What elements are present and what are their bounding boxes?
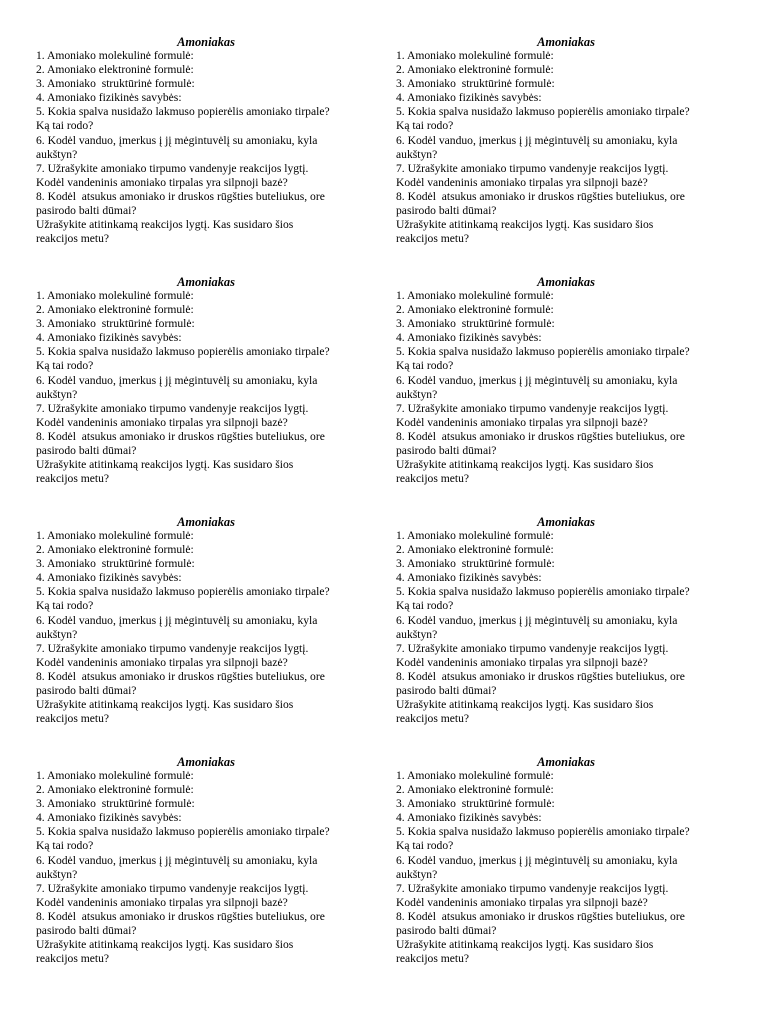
question-line: 7. Užrašykite amoniako tirpumo vandenyje reakcijos lygtį. [36,641,309,655]
worksheet-block [36,35,376,246]
question-line: 5. Kokia spalva nusidažo lakmuso popierėlis amoniako tirpale? [396,825,690,839]
worksheet-title: Amoniakas [177,275,235,289]
question-line: 8. Kodėl atsukus amoniako ir druskos rūgšties buteliukus, ore [36,909,325,923]
question-line: pasirodo balti dūmai? [36,204,137,218]
question-line: Kodėl vandeninis amoniako tirpalas yra silpnoji bazė? [36,655,288,669]
question-line: aukštyn? [36,867,78,881]
worksheet-block [396,35,736,246]
question-line: 2. Amoniako elektroninė formulė: [396,783,554,797]
question-line: 3. Amoniako struktūrinė formulė: [396,77,555,91]
question-line: aukštyn? [396,387,438,401]
question-line: 6. Kodėl vanduo, įmerkus į jį mėgintuvėlį su amoniaku, kyla [396,373,678,387]
question-line: 5. Kokia spalva nusidažo lakmuso popierėlis amoniako tirpale? [36,825,330,839]
question-line: pasirodo balti dūmai? [396,444,497,458]
question-line: 7. Užrašykite amoniako tirpumo vandenyje reakcijos lygtį. [396,881,669,895]
question-line: 8. Kodėl atsukus amoniako ir druskos rūgšties buteliukus, ore [36,189,325,203]
question-line: 1. Amoniako molekulinė formulė: [36,529,194,542]
question-line: aukštyn? [396,147,438,161]
question-line: pasirodo balti dūmai? [36,444,137,458]
worksheet-block [36,275,376,486]
worksheet-title: Amoniakas [177,755,235,769]
question-line: aukštyn? [36,627,78,641]
question-line: 5. Kokia spalva nusidažo lakmuso popierėlis amoniako tirpale? [36,585,330,599]
question-line: 4. Amoniako fizikinės savybės: [396,811,542,825]
question-line: 3. Amoniako struktūrinė formulė: [36,557,195,571]
question-line: Užrašykite atitinkamą reakcijos lygtį. Kas susidaro šios [396,938,654,952]
question-line: 7. Užrašykite amoniako tirpumo vandenyje reakcijos lygtį. [36,881,309,895]
question-line: Kodėl vandeninis amoniako tirpalas yra silpnoji bazė? [396,415,648,429]
question-line: Ką tai rodo? [36,359,94,373]
question-line: 7. Užrašykite amoniako tirpumo vandenyje reakcijos lygtį. [396,641,669,655]
question-line: Ką tai rodo? [36,599,94,613]
question-line: 2. Amoniako elektroninė formulė: [396,543,554,557]
question-line: 1. Amoniako molekulinė formulė: [396,769,554,782]
question-line: pasirodo balti dūmai? [36,924,137,938]
question-line: 1. Amoniako molekulinė formulė: [36,49,194,62]
question-line: 8. Kodėl atsukus amoniako ir druskos rūgšties buteliukus, ore [36,429,325,443]
question-line: 4. Amoniako fizikinės savybės: [396,571,542,585]
question-line: 2. Amoniako elektroninė formulė: [396,303,554,317]
question-line: 6. Kodėl vanduo, įmerkus į jį mėgintuvėlį su amoniaku, kyla [36,133,318,147]
question-line: 1. Amoniako molekulinė formulė: [396,49,554,62]
question-line: reakcijos metu? [396,712,470,726]
question-line: 6. Kodėl vanduo, įmerkus į jį mėgintuvėlį su amoniaku, kyla [396,133,678,147]
question-line: Kodėl vandeninis amoniako tirpalas yra silpnoji bazė? [396,175,648,189]
question-line: Užrašykite atitinkamą reakcijos lygtį. Kas susidaro šios [396,458,654,472]
worksheet-block [396,755,736,966]
question-line: Kodėl vandeninis amoniako tirpalas yra silpnoji bazė? [396,895,648,909]
question-line: 8. Kodėl atsukus amoniako ir druskos rūgšties buteliukus, ore [396,669,685,683]
question-line: reakcijos metu? [36,712,110,726]
question-line: 5. Kokia spalva nusidažo lakmuso popierėlis amoniako tirpale? [36,105,330,119]
question-line: 1. Amoniako molekulinė formulė: [396,529,554,542]
question-line: 6. Kodėl vanduo, įmerkus į jį mėgintuvėlį su amoniaku, kyla [36,853,318,867]
question-line: 5. Kokia spalva nusidažo lakmuso popierėlis amoniako tirpale? [36,345,330,359]
question-line: pasirodo balti dūmai? [396,924,497,938]
question-line: 4. Amoniako fizikinės savybės: [36,331,182,345]
worksheet-title: Amoniakas [537,515,595,529]
question-line: aukštyn? [396,867,438,881]
question-line: 8. Kodėl atsukus amoniako ir druskos rūgšties buteliukus, ore [396,909,685,923]
question-line: 8. Kodėl atsukus amoniako ir druskos rūgšties buteliukus, ore [36,669,325,683]
question-line: 1. Amoniako molekulinė formulė: [396,289,554,302]
question-line: Ką tai rodo? [396,839,454,853]
question-line: 3. Amoniako struktūrinė formulė: [396,797,555,811]
worksheet-block [36,755,376,966]
question-line: 2. Amoniako elektroninė formulė: [36,783,194,797]
question-line: Kodėl vandeninis amoniako tirpalas yra silpnoji bazė? [36,895,288,909]
question-line: Užrašykite atitinkamą reakcijos lygtį. Kas susidaro šios [36,218,294,232]
worksheet-title: Amoniakas [537,755,595,769]
worksheet-title: Amoniakas [177,35,235,49]
question-line: 2. Amoniako elektroninė formulė: [36,63,194,77]
question-line: 1. Amoniako molekulinė formulė: [36,289,194,302]
question-line: Ką tai rodo? [396,119,454,133]
question-line: Kodėl vandeninis amoniako tirpalas yra silpnoji bazė? [36,415,288,429]
question-line: Kodėl vandeninis amoniako tirpalas yra silpnoji bazė? [396,655,648,669]
question-line: reakcijos metu? [396,232,470,246]
question-line: 4. Amoniako fizikinės savybės: [36,811,182,825]
question-line: Užrašykite atitinkamą reakcijos lygtį. Kas susidaro šios [396,218,654,232]
question-line: aukštyn? [36,387,78,401]
question-line: 5. Kokia spalva nusidažo lakmuso popierėlis amoniako tirpale? [396,105,690,119]
question-line: Ką tai rodo? [36,839,94,853]
question-line: Užrašykite atitinkamą reakcijos lygtį. Kas susidaro šios [36,698,294,712]
question-line: 8. Kodėl atsukus amoniako ir druskos rūgšties buteliukus, ore [396,189,685,203]
worksheet-title: Amoniakas [537,35,595,49]
question-line: 2. Amoniako elektroninė formulė: [36,303,194,317]
question-line: aukštyn? [36,147,78,161]
question-line: reakcijos metu? [396,472,470,486]
question-line: 5. Kokia spalva nusidažo lakmuso popierėlis amoniako tirpale? [396,585,690,599]
question-line: 6. Kodėl vanduo, įmerkus į jį mėgintuvėlį su amoniaku, kyla [36,373,318,387]
question-line: reakcijos metu? [36,232,110,246]
question-line: 4. Amoniako fizikinės savybės: [396,91,542,105]
question-line: 1. Amoniako molekulinė formulė: [36,769,194,782]
question-line: 6. Kodėl vanduo, įmerkus į jį mėgintuvėlį su amoniaku, kyla [396,613,678,627]
question-line: Ką tai rodo? [36,119,94,133]
worksheet-block [36,515,376,726]
question-line: reakcijos metu? [396,952,470,966]
question-line: reakcijos metu? [36,952,110,966]
question-line: 7. Užrašykite amoniako tirpumo vandenyje reakcijos lygtį. [396,161,669,175]
worksheet-title: Amoniakas [177,515,235,529]
question-line: reakcijos metu? [36,472,110,486]
question-line: Užrašykite atitinkamą reakcijos lygtį. Kas susidaro šios [36,458,294,472]
worksheet-block [396,275,736,486]
question-line: Užrašykite atitinkamą reakcijos lygtį. Kas susidaro šios [396,698,654,712]
question-line: 4. Amoniako fizikinės savybės: [36,91,182,105]
question-line: 2. Amoniako elektroninė formulė: [396,63,554,77]
question-line: 7. Užrašykite amoniako tirpumo vandenyje reakcijos lygtį. [36,401,309,415]
question-line: 3. Amoniako struktūrinė formulė: [36,797,195,811]
question-line: 4. Amoniako fizikinės savybės: [36,571,182,585]
question-line: 3. Amoniako struktūrinė formulė: [36,77,195,91]
question-line: 6. Kodėl vanduo, įmerkus į jį mėgintuvėlį su amoniaku, kyla [36,613,318,627]
question-line: Kodėl vandeninis amoniako tirpalas yra silpnoji bazė? [36,175,288,189]
question-line: Užrašykite atitinkamą reakcijos lygtį. Kas susidaro šios [36,938,294,952]
question-line: 3. Amoniako struktūrinė formulė: [396,317,555,331]
question-line: 4. Amoniako fizikinės savybės: [396,331,542,345]
question-line: 6. Kodėl vanduo, įmerkus į jį mėgintuvėlį su amoniaku, kyla [396,853,678,867]
question-line: 3. Amoniako struktūrinė formulė: [36,317,195,331]
question-line: 2. Amoniako elektroninė formulė: [36,543,194,557]
worksheet-title: Amoniakas [537,275,595,289]
question-line: pasirodo balti dūmai? [396,204,497,218]
question-line: pasirodo balti dūmai? [396,684,497,698]
worksheet-block [396,515,736,726]
question-line: 7. Užrašykite amoniako tirpumo vandenyje reakcijos lygtį. [396,401,669,415]
question-line: Ką tai rodo? [396,599,454,613]
question-line: 5. Kokia spalva nusidažo lakmuso popierėlis amoniako tirpale? [396,345,690,359]
question-line: aukštyn? [396,627,438,641]
question-line: 7. Užrašykite amoniako tirpumo vandenyje reakcijos lygtį. [36,161,309,175]
question-line: pasirodo balti dūmai? [36,684,137,698]
question-line: 3. Amoniako struktūrinė formulė: [396,557,555,571]
question-line: 8. Kodėl atsukus amoniako ir druskos rūgšties buteliukus, ore [396,429,685,443]
question-line: Ką tai rodo? [396,359,454,373]
